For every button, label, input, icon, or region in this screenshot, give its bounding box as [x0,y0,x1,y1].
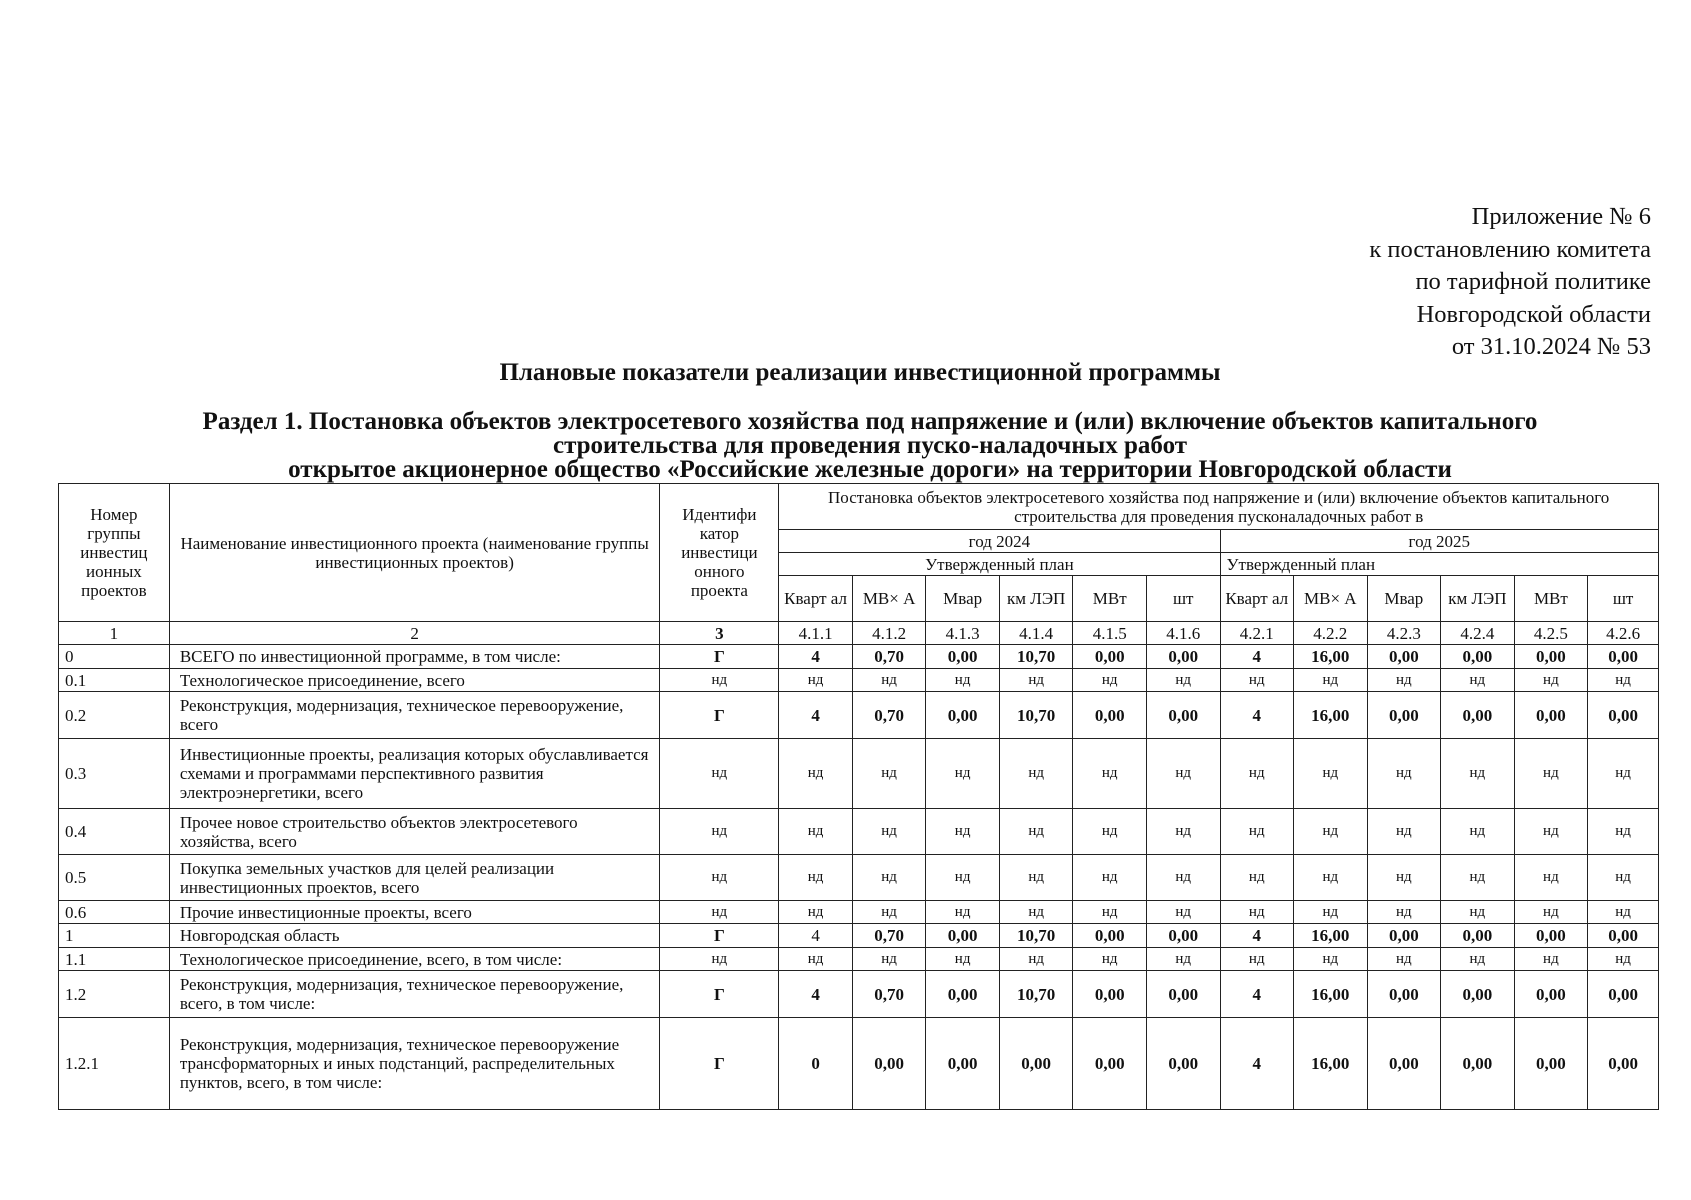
row-value-cell: нд [926,855,1000,901]
row-value-cell: 0,00 [1146,971,1220,1018]
row-value-cell: нд [779,669,853,692]
row-value-cell: нд [999,855,1073,901]
row-project-id: нд [660,901,779,924]
row-value-cell: нд [852,901,926,924]
row-number: 0.3 [59,739,170,809]
row-value-cell: нд [1514,948,1588,971]
row-value-cell: 0,00 [1441,645,1515,669]
table-row [59,1018,1659,1110]
row-value-cell: нд [852,669,926,692]
row-value-cell: нд [1588,669,1659,692]
row-value-cell: 0,00 [1588,924,1659,948]
row-value-cell: нд [926,948,1000,971]
row-value-cell: нд [1073,948,1147,971]
row-project-id: Г [660,924,779,948]
row-value-cell: нд [1514,739,1588,809]
index-cell: 4.2.3 [1367,622,1441,645]
row-value-cell: 16,00 [1294,924,1368,948]
header-unit: шт [1146,576,1220,622]
row-project-id: нд [660,948,779,971]
row-value-cell: 0,00 [852,1018,926,1110]
index-cell: 4.2.4 [1441,622,1515,645]
row-value-cell: 0,00 [1514,971,1588,1018]
row-value-cell: нд [779,855,853,901]
table-row [59,692,1659,739]
row-value-cell: нд [1294,739,1368,809]
header-approved-plan-2025: Утвержденный план [1220,553,1659,576]
row-value-cell: 0,00 [1514,924,1588,948]
row-value-cell: 4 [779,692,853,739]
row-value-cell: нд [1588,809,1659,855]
row-value-cell: 0,00 [1073,692,1147,739]
row-value-cell: 0,00 [1441,692,1515,739]
section-title-line: строительства для проведения пуско-наладочных работ [552,432,1188,459]
index-cell: 3 [660,622,779,645]
row-value-cell: нд [1441,855,1515,901]
row-value-cell: 4 [1220,971,1294,1018]
row-value-cell: нд [1441,809,1515,855]
row-project-name: Прочее новое строительство объектов электросетевого хозяйства, всего [169,809,660,855]
row-project-name: Прочие инвестиционные проекты, всего [169,901,660,924]
row-value-cell: 0,00 [1514,1018,1588,1110]
row-value-cell: нд [1220,901,1294,924]
row-value-cell: нд [1514,855,1588,901]
table-row [59,924,1659,948]
header-group-number: Номер группы инвестиц ионных проектов [59,484,170,622]
row-value-cell: 16,00 [1294,1018,1368,1110]
index-cell: 1 [59,622,170,645]
row-number: 1 [59,924,170,948]
row-value-cell: 0,00 [1367,1018,1441,1110]
row-value-cell: нд [1588,855,1659,901]
row-value-cell: 0,00 [1073,1018,1147,1110]
row-value-cell: нд [1073,669,1147,692]
row-value-cell: нд [999,669,1073,692]
row-project-name: Инвестиционные проекты, реализация которых обуславливается схемами и программами перспективного развития электроэнергетики, всего [169,739,660,809]
row-value-cell: нд [779,739,853,809]
row-value-cell: нд [1441,669,1515,692]
row-value-cell: 0,00 [1146,645,1220,669]
appendix-line: Приложение № 6 [1471,203,1651,230]
row-value-cell: нд [999,948,1073,971]
row-value-cell: нд [1441,948,1515,971]
index-cell: 4.1.6 [1146,622,1220,645]
row-value-cell: 0,70 [852,645,926,669]
header-year-2024: год 2024 [779,530,1220,553]
row-project-name: Реконструкция, модернизация, техническое перевооружение трансформаторных и иных подстанций, распределительных пунктов, всего, в том числе: [169,1018,660,1110]
header-unit: Кварт ал [1220,576,1294,622]
row-project-name: ВСЕГО по инвестиционной программе, в том числе: [169,645,660,669]
row-number: 0.1 [59,669,170,692]
row-value-cell: нд [1588,901,1659,924]
table-row [59,809,1659,855]
row-value-cell: 0 [779,1018,853,1110]
row-value-cell: нд [852,739,926,809]
row-value-cell: 0,00 [1073,971,1147,1018]
row-value-cell: нд [852,855,926,901]
row-project-name: Реконструкция, модернизация, техническое перевооружение, всего [169,692,660,739]
row-value-cell: нд [1441,739,1515,809]
row-value-cell: нд [1294,948,1368,971]
row-value-cell: нд [1588,739,1659,809]
row-value-cell: 0,70 [852,692,926,739]
row-project-id: Г [660,692,779,739]
row-project-name: Технологическое присоединение, всего [169,669,660,692]
row-value-cell: нд [926,901,1000,924]
header-unit: км ЛЭП [1441,576,1515,622]
table-row [59,645,1659,669]
row-value-cell: 0,00 [1588,692,1659,739]
document-title: Плановые показатели реализации инвестиционной программы [499,359,1221,386]
row-project-id: Г [660,971,779,1018]
row-value-cell: нд [926,809,1000,855]
row-value-cell: 0,00 [1441,1018,1515,1110]
table-body [59,645,1659,1110]
row-value-cell: нд [1146,901,1220,924]
row-value-cell: 0,00 [1073,645,1147,669]
row-value-cell: 0,00 [1588,971,1659,1018]
row-value-cell: 4 [1220,645,1294,669]
row-value-cell: нд [1073,809,1147,855]
row-value-cell: 0,00 [926,971,1000,1018]
appendix-line: от 31.10.2024 № 53 [1451,333,1651,360]
row-number: 0.2 [59,692,170,739]
row-value-cell: 10,70 [999,924,1073,948]
row-value-cell: нд [1073,855,1147,901]
row-project-id: Г [660,645,779,669]
row-value-cell: нд [1367,855,1441,901]
row-value-cell: нд [1294,809,1368,855]
row-value-cell: нд [1294,901,1368,924]
section-organization-line: открытое акционерное общество «Российские железные дороги» на территории Новгородской области [288,456,1452,483]
row-value-cell: 10,70 [999,645,1073,669]
index-cell: 4.1.1 [779,622,853,645]
row-value-cell: 0,00 [926,645,1000,669]
row-project-id: Г [660,1018,779,1110]
row-value-cell: 0,00 [1588,645,1659,669]
row-project-id: нд [660,669,779,692]
row-value-cell: 0,00 [1367,645,1441,669]
header-unit: Мвар [1367,576,1441,622]
header-unit: МВт [1514,576,1588,622]
row-value-cell: нд [1514,669,1588,692]
row-value-cell: нд [999,739,1073,809]
row-value-cell: 16,00 [1294,971,1368,1018]
row-value-cell: 0,00 [999,1018,1073,1110]
row-project-id: нд [660,809,779,855]
row-value-cell: 0,00 [1146,692,1220,739]
header-unit: МВ× А [1294,576,1368,622]
index-cell: 2 [169,622,660,645]
index-cell: 4.2.6 [1588,622,1659,645]
row-value-cell: 10,70 [999,692,1073,739]
row-project-name: Реконструкция, модернизация, техническое перевооружение, всего, в том числе: [169,971,660,1018]
appendix-line: Новгородской области [1416,300,1651,328]
row-value-cell: нд [1146,739,1220,809]
row-value-cell: нд [1367,948,1441,971]
row-number: 1.2 [59,971,170,1018]
row-value-cell: нд [999,809,1073,855]
row-value-cell: нд [779,948,853,971]
index-cell: 4.1.5 [1073,622,1147,645]
row-value-cell: нд [779,901,853,924]
row-value-cell: нд [1220,948,1294,971]
header-year-2025: год 2025 [1220,530,1659,553]
row-value-cell: 4 [779,645,853,669]
appendix-block [1369,201,1651,364]
index-cell: 4.2.1 [1220,622,1294,645]
header-unit: Мвар [926,576,1000,622]
row-value-cell: 0,00 [1367,692,1441,739]
row-value-cell: нд [1514,901,1588,924]
row-value-cell: 0,70 [852,924,926,948]
row-value-cell: нд [779,809,853,855]
investment-table [58,483,1659,1110]
row-value-cell: 16,00 [1294,692,1368,739]
row-value-cell: 4 [1220,692,1294,739]
header-unit: МВ× А [852,576,926,622]
row-value-cell: нд [1073,901,1147,924]
row-value-cell: 0,00 [926,692,1000,739]
row-project-id: нд [660,739,779,809]
row-value-cell: нд [1294,669,1368,692]
row-value-cell: нд [926,739,1000,809]
row-value-cell: нд [852,809,926,855]
index-cell: 4.2.2 [1294,622,1368,645]
row-number: 0.6 [59,901,170,924]
row-value-cell: 0,00 [1073,924,1147,948]
row-value-cell: 0,70 [852,971,926,1018]
row-value-cell: нд [1220,669,1294,692]
index-cell: 4.1.4 [999,622,1073,645]
row-value-cell: 0,00 [1367,971,1441,1018]
header-approved-plan-2024: Утвержденный план [779,553,1220,576]
row-value-cell: нд [1146,855,1220,901]
header-unit: шт [1588,576,1659,622]
row-value-cell: нд [1146,809,1220,855]
row-value-cell: 0,00 [1367,924,1441,948]
row-value-cell: нд [926,669,1000,692]
row-project-name: Покупка земельных участков для целей реализации инвестиционных проектов, всего [169,855,660,901]
row-project-id: нд [660,855,779,901]
table-row [59,669,1659,692]
row-value-cell: 4 [1220,924,1294,948]
row-number: 1.2.1 [59,1018,170,1110]
row-value-cell: 0,00 [1441,924,1515,948]
row-project-name: Технологическое присоединение, всего, в том числе: [169,948,660,971]
row-value-cell: нд [1220,855,1294,901]
row-value-cell: нд [1146,669,1220,692]
row-value-cell: 0,00 [1146,1018,1220,1110]
row-value-cell: нд [1367,809,1441,855]
row-value-cell: 0,00 [1514,645,1588,669]
table-row [59,855,1659,901]
row-number: 0.4 [59,809,170,855]
row-value-cell: 4 [1220,1018,1294,1110]
header-unit: км ЛЭП [999,576,1073,622]
header-project-id: Идентифи катор инвестици онного проекта [660,484,779,622]
appendix-line: по тарифной политике [1415,268,1651,295]
row-value-cell: нд [1220,739,1294,809]
header-unit: МВт [1073,576,1147,622]
row-value-cell: нд [852,948,926,971]
row-value-cell: нд [1146,948,1220,971]
row-value-cell: нд [999,901,1073,924]
row-value-cell: 0,00 [1588,1018,1659,1110]
row-value-cell: нд [1073,739,1147,809]
row-value-cell: 0,00 [1441,971,1515,1018]
appendix-line: к постановлению комитета [1369,235,1651,263]
table-row [59,948,1659,971]
row-value-cell: нд [1294,855,1368,901]
table-row [59,901,1659,924]
row-value-cell: 16,00 [1294,645,1368,669]
row-value-cell: 10,70 [999,971,1073,1018]
index-cell: 4.2.5 [1514,622,1588,645]
header-project-name: Наименование инвестиционного проекта (наименование группы инвестиционных проектов) [169,484,660,622]
table-row [59,739,1659,809]
row-value-cell: нд [1367,669,1441,692]
index-cell: 4.1.2 [852,622,926,645]
row-number: 0 [59,645,170,669]
row-value-cell: 0,00 [926,1018,1000,1110]
row-value-cell: 0,00 [926,924,1000,948]
row-value-cell: 4 [779,971,853,1018]
index-cell: 4.1.3 [926,622,1000,645]
row-value-cell: 0,00 [1514,692,1588,739]
row-value-cell: нд [1367,901,1441,924]
row-value-cell: нд [1588,948,1659,971]
table-row [59,971,1659,1018]
row-project-name: Новгородская область [169,924,660,948]
section-title-line: Раздел 1. Постановка объектов электросетевого хозяйства под напряжение и (или) включение объектов капитального [202,408,1538,435]
row-value-cell: нд [1441,901,1515,924]
row-value-cell: нд [1514,809,1588,855]
row-value-cell: нд [1220,809,1294,855]
header-group-title: Постановка объектов электросетевого хозяйства под напряжение и (или) включение объектов капитального строительства для проведения пусконаладочных работ в [779,484,1659,530]
row-number: 0.5 [59,855,170,901]
row-value-cell: нд [1367,739,1441,809]
row-value-cell: 0,00 [1146,924,1220,948]
row-number: 1.1 [59,948,170,971]
row-value-cell: 4 [779,924,853,948]
header-unit: Кварт ал [779,576,853,622]
